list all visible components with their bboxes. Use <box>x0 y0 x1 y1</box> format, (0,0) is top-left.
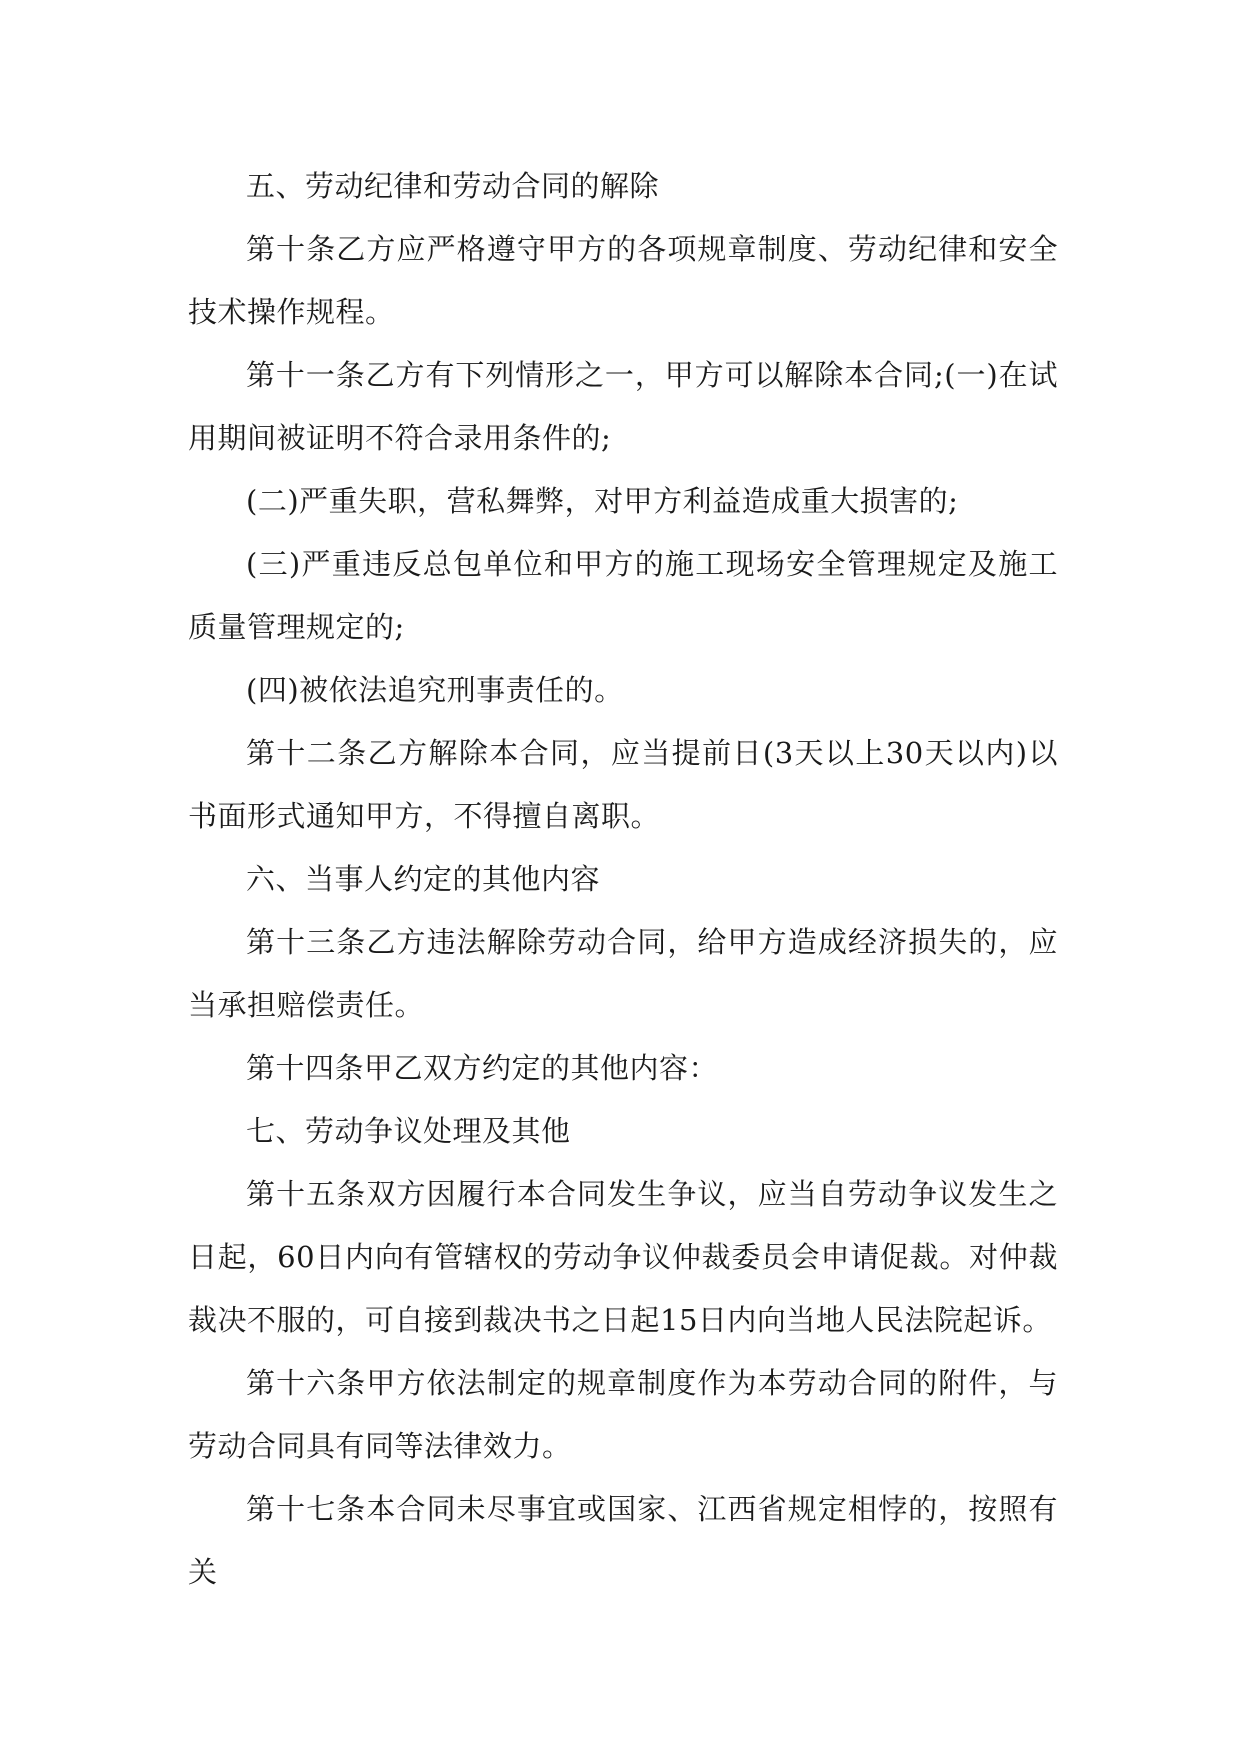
article-15: 第十五条双方因履行本合同发生争议，应当自劳动争议发生之日起，60日内向有管辖权的劳动争议仲裁委员会申请促裁。对仲裁裁决不服的，可自接到裁决书之日起15日内向当地人民法院起诉。 <box>188 1177 1058 1337</box>
section-heading-6: 六、当事人约定的其他内容 <box>246 862 601 896</box>
section-heading-7: 七、劳动争议处理及其他 <box>246 1114 571 1148</box>
article-17: 第十七条本合同未尽事宜或国家、江西省规定相悖的，按照有关 <box>188 1492 1058 1589</box>
document-body <box>188 155 1058 1604</box>
section-heading-5: 五、劳动纪律和劳动合同的解除 <box>246 169 660 203</box>
article-11: 第十一条乙方有下列情形之一，甲方可以解除本合同;(一)在试用期间被证明不符合录用条件的; <box>188 358 1058 455</box>
article-11-item-2: (二)严重失职，营私舞弊，对甲方利益造成重大损害的; <box>246 484 959 518</box>
article-11-item-4: (四)被依法追究刑事责任的。 <box>246 673 624 707</box>
article-10: 第十条乙方应严格遵守甲方的各项规章制度、劳动纪律和安全技术操作规程。 <box>188 232 1058 329</box>
article-12: 第十二条乙方解除本合同，应当提前日(3天以上30天以内)以书面形式通知甲方，不得擅自离职。 <box>188 736 1058 833</box>
article-13: 第十三条乙方违法解除劳动合同，给甲方造成经济损失的，应当承担赔偿责任。 <box>188 925 1058 1022</box>
article-16: 第十六条甲方依法制定的规章制度作为本劳动合同的附件，与劳动合同具有同等法律效力。 <box>188 1366 1058 1463</box>
article-11-item-3: (三)严重违反总包单位和甲方的施工现场安全管理规定及施工质量管理规定的; <box>188 547 1058 644</box>
article-14: 第十四条甲乙双方约定的其他内容： <box>246 1051 719 1085</box>
